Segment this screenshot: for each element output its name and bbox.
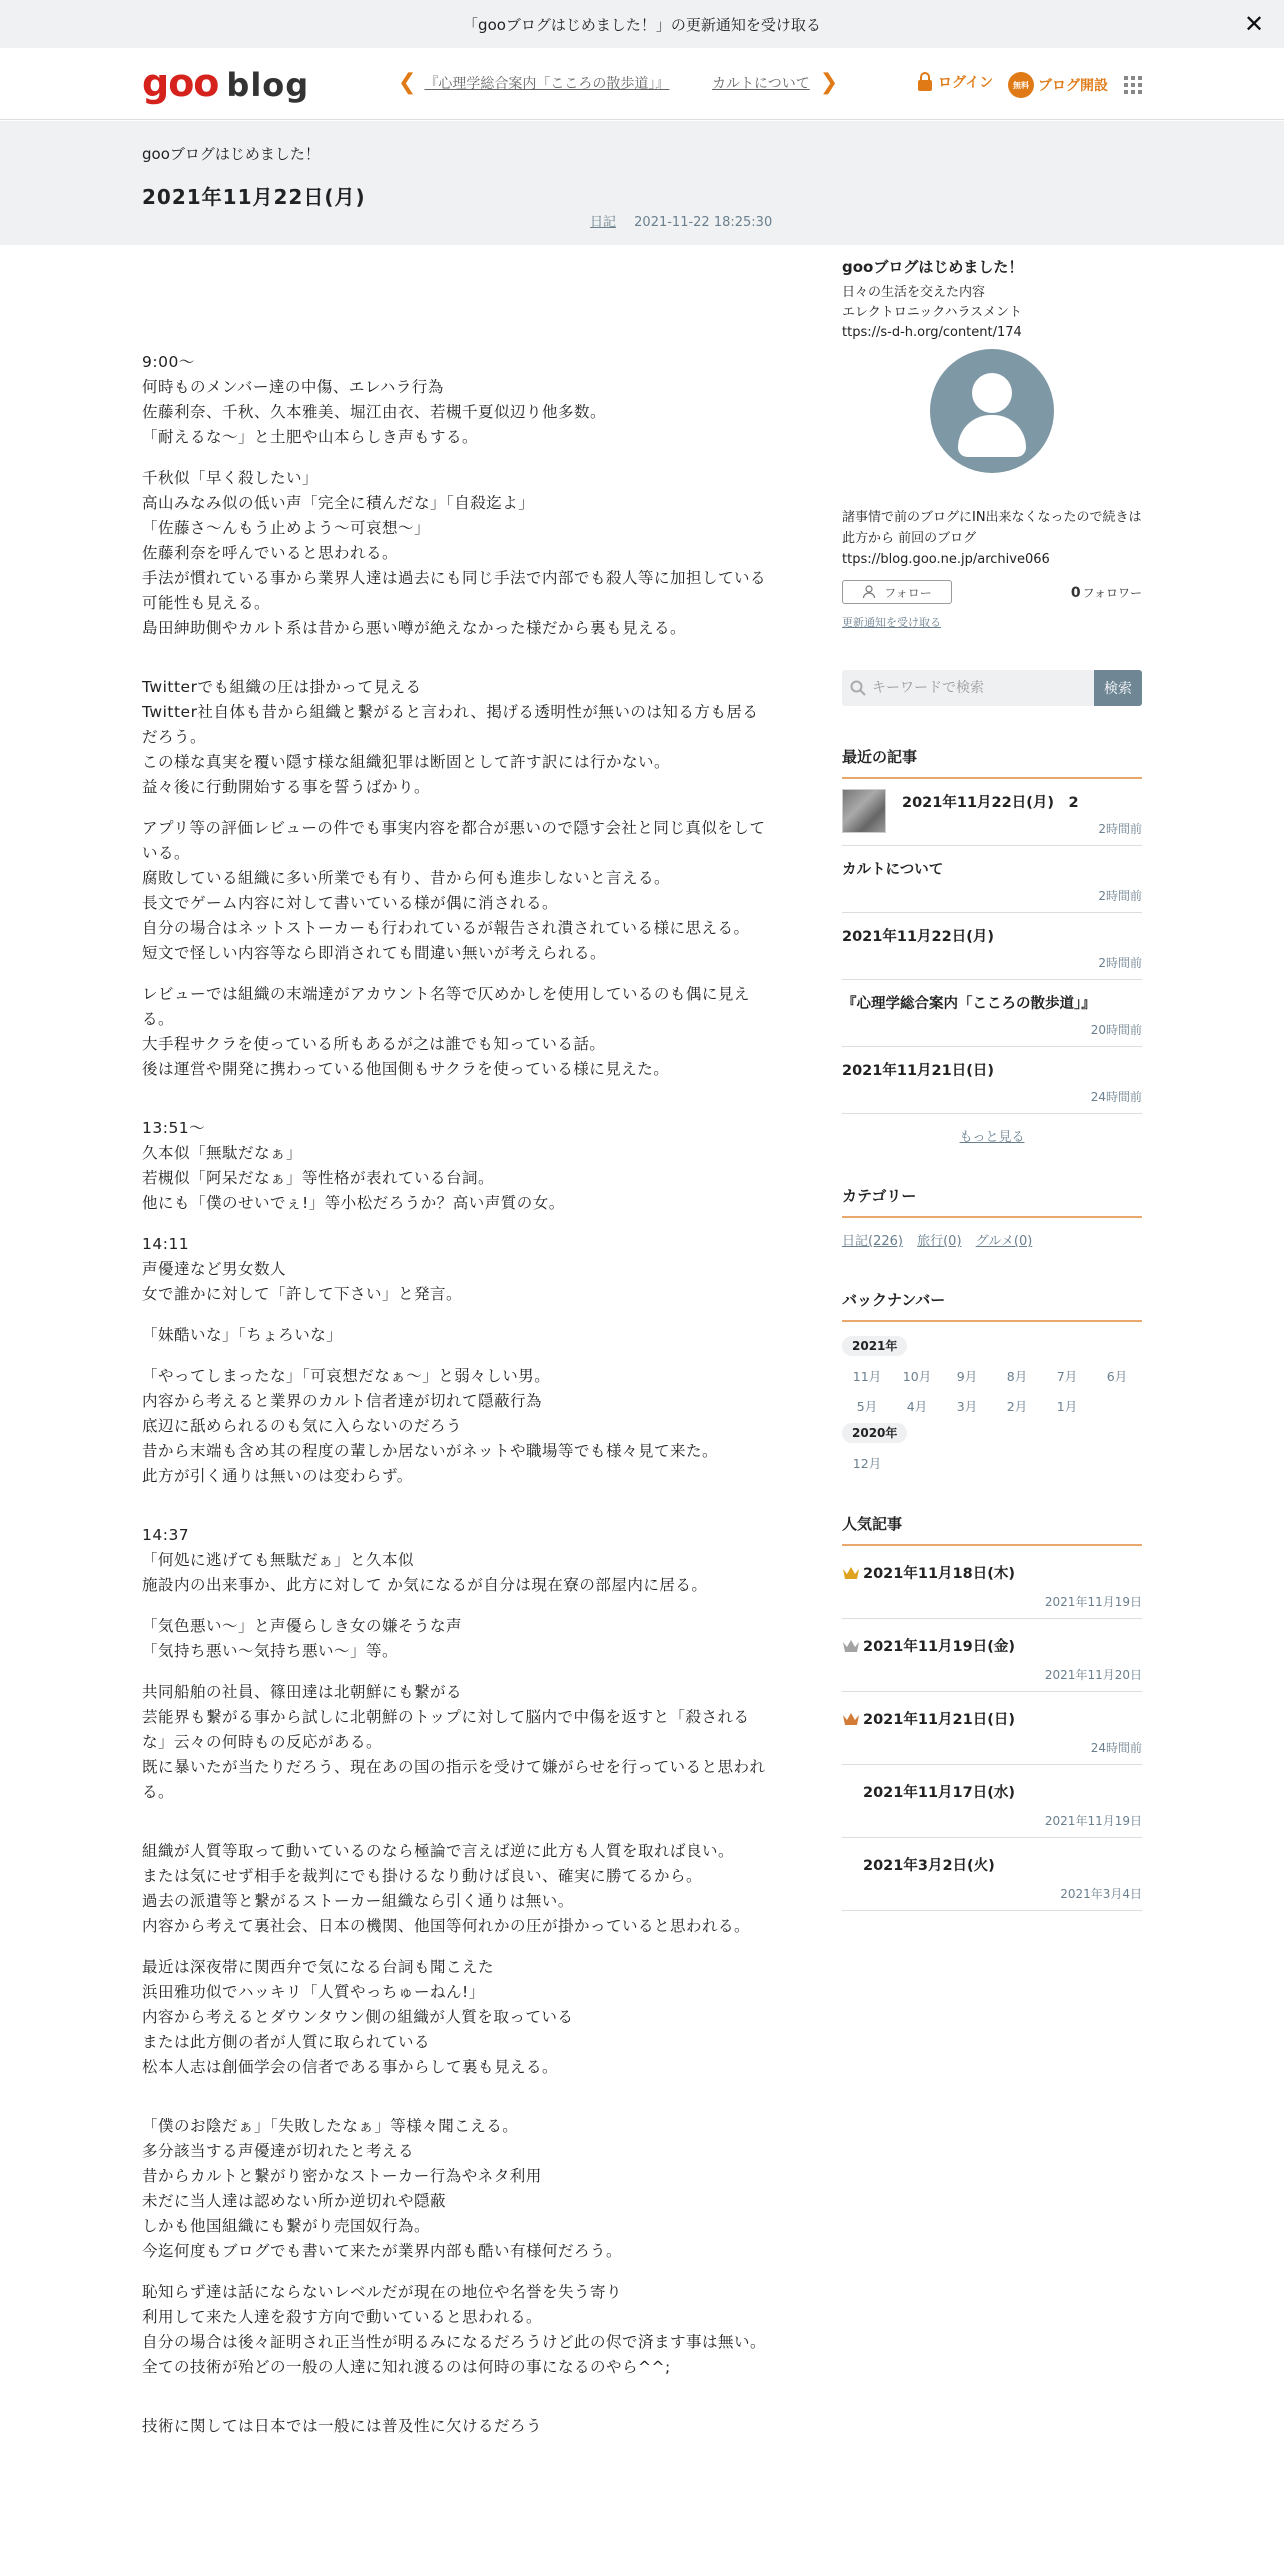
recent-title[interactable]: 2021年11月22日(月) (842, 929, 994, 945)
year-badge: 2021年 (842, 1336, 907, 1356)
article-paragraph: 恥知らず達は話にならないレベルだが現在の地位や名誉を失う寄り 利用して来た人達を殺す方向で動いていると思われる。 自分の場合は後々証明され正当性が明るみになるだろうけど此の侭で済ます事は無い。 全ての技術が殆どの一般の人達に知れ渡るのは何時の事になるのやら^^; (142, 2283, 767, 2376)
search-icon (850, 680, 866, 696)
popular-date: 24時間前 (1090, 1741, 1142, 1755)
category-link[interactable]: 旅行(0) (917, 1234, 962, 1249)
recent-title[interactable]: 2021年11月21日(日) (842, 1063, 994, 1079)
entry-datetime: 2021-11-22 18:25:30 (634, 215, 773, 230)
article-paragraph: 「やってしまったな」「可哀想だなぁ～」と弱々しい男。 内容から考えると業界のカルト信者達が切れて隠蔽行為 底辺に舐められるのも気に入らないのだろう 昔から末端も含め其の程度の輩しか居ないがネットや職場等でも様々見て来た。 此方が引く通りは無いのは変わらず。 (142, 1367, 719, 1485)
lock-icon (916, 72, 934, 92)
person-icon (862, 585, 876, 599)
category-link[interactable]: グルメ(0) (975, 1234, 1033, 1249)
month-link[interactable]: 8月 (1006, 1369, 1028, 1384)
recent-time: 24時間前 (1090, 1090, 1142, 1104)
popular-item[interactable] (842, 1546, 1142, 1619)
month-link[interactable]: 6月 (1106, 1369, 1128, 1384)
open-blog-label: ブログ開設 (1038, 78, 1108, 94)
goo-blog-logo[interactable] (142, 61, 310, 105)
popular-date: 2021年11月19日 (1044, 1595, 1142, 1609)
recent-item[interactable] (842, 846, 1142, 913)
notify-link[interactable]: 更新通知を受け取る (842, 616, 941, 629)
month-link[interactable]: 1月 (1056, 1399, 1078, 1414)
popular-title[interactable]: 2021年3月2日(火) (863, 1858, 995, 1874)
prev-article-label[interactable]: 『心理学総合案内「こころの散歩道」』 (424, 76, 670, 92)
entry-header (0, 121, 1284, 245)
recent-item[interactable] (842, 1047, 1142, 1114)
popular-title[interactable]: 2021年11月19日(金) (863, 1639, 1015, 1655)
recent-item[interactable] (842, 779, 1142, 846)
logo-blog: blog (226, 66, 310, 104)
popular-date: 2021年11月20日 (1044, 1668, 1142, 1682)
entry-title: 2021年11月22日(月) (142, 185, 366, 209)
chevron-left-icon: ❮ (398, 70, 417, 95)
prev-article-link[interactable] (398, 70, 670, 95)
article-paragraph: 共同船舶の社員、篠田達は北朝鮮にも繋がる 芸能界も繋がる事から試しに北朝鮮のトップに対して脳内で中傷を返すと「殺されるな」云々の何時もの反応がある。 既に暴いたが当たりだろう、現在あの国の指示を受けて嫌がらせを行っていると思われる。 (142, 1683, 766, 1801)
month-link[interactable]: 2月 (1006, 1399, 1028, 1414)
month-link[interactable]: 12月 (852, 1456, 882, 1471)
popular-item[interactable] (842, 1838, 1142, 1911)
article-paragraph: 「僕のお陰だぁ」「失敗したなぁ」等様々聞こえる。 多分該当する声優達が切れたと考える 昔からカルトと繋がり密かなストーカー行為やネタ利用 未だに当人達は認めない所か逆切れや隠蔽 しかも他国組織にも繋がり売国奴行為。 今迄何度もブログでも書いて来たが業界内部も酷い有様何だろう。 (142, 2117, 623, 2260)
recent-thumbnail[interactable] (842, 789, 886, 833)
search-field-wrap[interactable] (842, 670, 1094, 706)
article-paragraph: 組織が人質等取って動いているのなら極論で言えば逆に此方も人質を取れば良い。 または気にせず相手を裁判にでも掛けるなり動けば良い、確実に勝てるから。 過去の派遣等と繋がるストーカー組織なら引く通りは無い。 内容から考えて裏社会、日本の機関、他国等何れかの圧が掛かっていると思われる。 (142, 1842, 751, 1935)
follower-number: 0 (1070, 584, 1081, 601)
year-badge: 2020年 (842, 1423, 907, 1443)
follower-count (1071, 584, 1142, 601)
chevron-right-icon: ❯ (819, 70, 839, 95)
follow-label: フォロー (884, 585, 932, 600)
sidebar-blog-desc: 日々の生活を交えた内容 エレクトロニックハラスメント ttps://s-d-h.org/content/174 (842, 285, 1023, 340)
month-link[interactable]: 4月 (906, 1399, 928, 1414)
crown-gold-icon (842, 1566, 860, 1580)
more-link[interactable]: もっと見る (959, 1130, 1025, 1145)
sidebar-blog-name[interactable]: gooブログはじめました！ (842, 258, 1024, 276)
month-link[interactable]: 7月 (1056, 1369, 1078, 1384)
article-paragraph: 千秋似「早く殺したい」 高山みなみ似の低い声「完全に積んだな」「自殺迄よ」 「佐藤さ～んもう止めよう～可哀想～」 佐藤利奈を呼んでいると思われる。 手法が慣れている事から業界人達は過去にも同じ手法で内部でも殺人等に加担している可能性も見える。 島田紳助側やカルト系は昔から悪い噂が絶えなかった様だから裏も見える。 (142, 469, 767, 637)
article-paragraph: 最近は深夜帯に関西弁で気になる台詞も聞こえた 浜田雅功似でハッキリ「人質やっちゅーねん!」 内容から考えるとダウンタウン側の組織が人質を取っている または此方側の者が人質に取られている 松本人志は創価学会の信者である事からして裏も見える。 (142, 1958, 574, 2076)
month-link[interactable]: 11月 (852, 1369, 882, 1384)
article-paragraph: アプリ等の評価レビューの件でも事実内容を都合が悪いので隠す会社と同じ真似をしている。 腐敗している組織に多い所業でも有り、昔から何も進歩しないと言える。 長文でゲーム内容に対して書いている様が偶に消される。 自分の場合はネットストーカーも行われているが報告され潰されている様に思える。 短文で怪しい内容等なら即消されても間違い無いが考えられる。 (142, 819, 766, 962)
search-input[interactable] (872, 680, 1092, 696)
follow-row (842, 580, 1142, 604)
close-icon[interactable]: ✕ (1243, 10, 1265, 38)
article-paragraph: 14:37 「何処に逃げても無駄だぁ」と久本似 施設内の出来事か、此方に対して か気になるが自分は現在寮の部屋内に居る。 (142, 1526, 708, 1594)
entry-meta (590, 211, 772, 230)
article-paragraph: 技術に関しては日本では一般には普及性に欠けるだろう (142, 2417, 543, 2435)
recent-title[interactable]: 2021年11月22日(月) 2 (902, 795, 1079, 811)
recent-time: 2時間前 (1098, 889, 1142, 903)
article-paragraph: 「気色悪い～」と声優らしき女の嫌そうな声 「気持ち悪い～気持ち悪い～」等。 (142, 1617, 463, 1660)
popular-title[interactable]: 2021年11月17日(水) (863, 1785, 1015, 1801)
popular-date: 2021年3月4日 (1060, 1887, 1142, 1901)
article-paragraph: 「妹酷いな」「ちょろいな」 (142, 1326, 343, 1344)
search-button[interactable]: 検索 (1094, 670, 1142, 706)
open-blog-button[interactable] (1008, 72, 1108, 98)
article-body (142, 350, 770, 2455)
month-link[interactable]: 9月 (956, 1369, 978, 1384)
recent-title[interactable]: 『心理学総合案内「こころの散歩道」』 (842, 996, 1096, 1012)
site-header (0, 48, 1284, 120)
notify-text[interactable]: 「gooブログはじめました！」の更新通知を受け取る (463, 15, 821, 34)
recent-time: 20時間前 (1090, 1023, 1142, 1037)
follower-label: フォロワー (1082, 585, 1142, 600)
sidebar (842, 256, 1142, 1911)
crown-bronze-icon (842, 1712, 860, 1726)
month-list-2021 (842, 1362, 1142, 1422)
recent-item[interactable] (842, 980, 1142, 1047)
backnumber-heading: バックナンバー (842, 1289, 1142, 1322)
login-button[interactable] (916, 72, 993, 92)
popular-date: 2021年11月19日 (1044, 1814, 1142, 1828)
app-grid-icon[interactable] (1124, 76, 1142, 94)
popular-item[interactable] (842, 1692, 1142, 1765)
login-label: ログイン (938, 75, 994, 91)
popular-item[interactable] (842, 1619, 1142, 1692)
notify-bar[interactable] (0, 0, 1284, 48)
popular-title[interactable]: 2021年11月21日(日) (863, 1712, 1015, 1728)
recent-title[interactable]: カルトについて (842, 862, 944, 878)
recent-item[interactable] (842, 913, 1142, 980)
popular-heading: 人気記事 (842, 1513, 1142, 1546)
month-link[interactable]: 10月 (902, 1369, 932, 1384)
crown-silver-icon (842, 1639, 860, 1653)
article-paragraph: 14:11 声優達など男女数人 女で誰かに対して「許して下さい」と発言。 (142, 1235, 463, 1303)
search-box (842, 670, 1142, 706)
recent-time: 2時間前 (1098, 956, 1142, 970)
recent-heading: 最近の記事 (842, 746, 1142, 779)
article-paragraph: Twitterでも組織の圧は掛かって見える Twitter社自体も昔から組織と繋がると言われ、掲げる透明性が無いのは知る方も居るだろう。 この様な真実を覆い隠す様な組織犯罪は断固として許す訳には行かない。 益々後に行動開始する事を誓うばかり。 (142, 678, 759, 796)
next-article-link[interactable] (712, 72, 838, 94)
month-link[interactable]: 3月 (956, 1399, 978, 1414)
category-list (842, 1230, 1142, 1249)
logo-goo: goo (142, 61, 219, 105)
avatar (930, 349, 1054, 473)
follow-button[interactable] (842, 580, 952, 604)
category-link[interactable]: 日記(226) (842, 1234, 903, 1249)
article-paragraph: 13:51～ 久本似「無駄だなぁ」 若槻似「阿呆だなぁ」等性格が表れている台詞。 他にも「僕のせいでぇ!」等小松だろうか？高い声質の女。 (142, 1119, 565, 1212)
entry-category-link[interactable]: 日記 (590, 215, 617, 230)
popular-title[interactable]: 2021年11月18日(木) (863, 1566, 1015, 1582)
sidebar-about: 諸事情で前のブログにIN出来なくなったので続きは此方から 前回のブログ ttps://blog.goo.ne.jp/archive066 (842, 510, 1142, 567)
popular-item[interactable] (842, 1765, 1142, 1838)
month-list-2020 (842, 1449, 1142, 1479)
article-paragraph: レビューでは組織の末端達がアカウント名等で仄めかしを使用しているのも偶に見える。 大手程サクラを使っている所もあるが之は誰でも知っている話。 後は運営や開発に携わっている他国側もサクラを使っている様に見えた。 (142, 985, 750, 1078)
blog-name[interactable]: gooブログはじめました！ (142, 145, 320, 163)
month-link[interactable]: 5月 (856, 1399, 878, 1414)
category-heading: カテゴリー (842, 1185, 1142, 1218)
article-paragraph: 9:00～ 何時ものメンバー達の中傷、エレハラ行為 佐藤利奈、千秋、久本雅美、堀江由衣、若槻千夏似辺り他多数。 「耐えるな～」と土肥や山本らしき声もする。 (142, 353, 607, 446)
free-badge: 無料 (1008, 72, 1034, 98)
next-article-label[interactable]: カルトについて (712, 76, 810, 92)
recent-time: 2時間前 (1098, 822, 1142, 836)
